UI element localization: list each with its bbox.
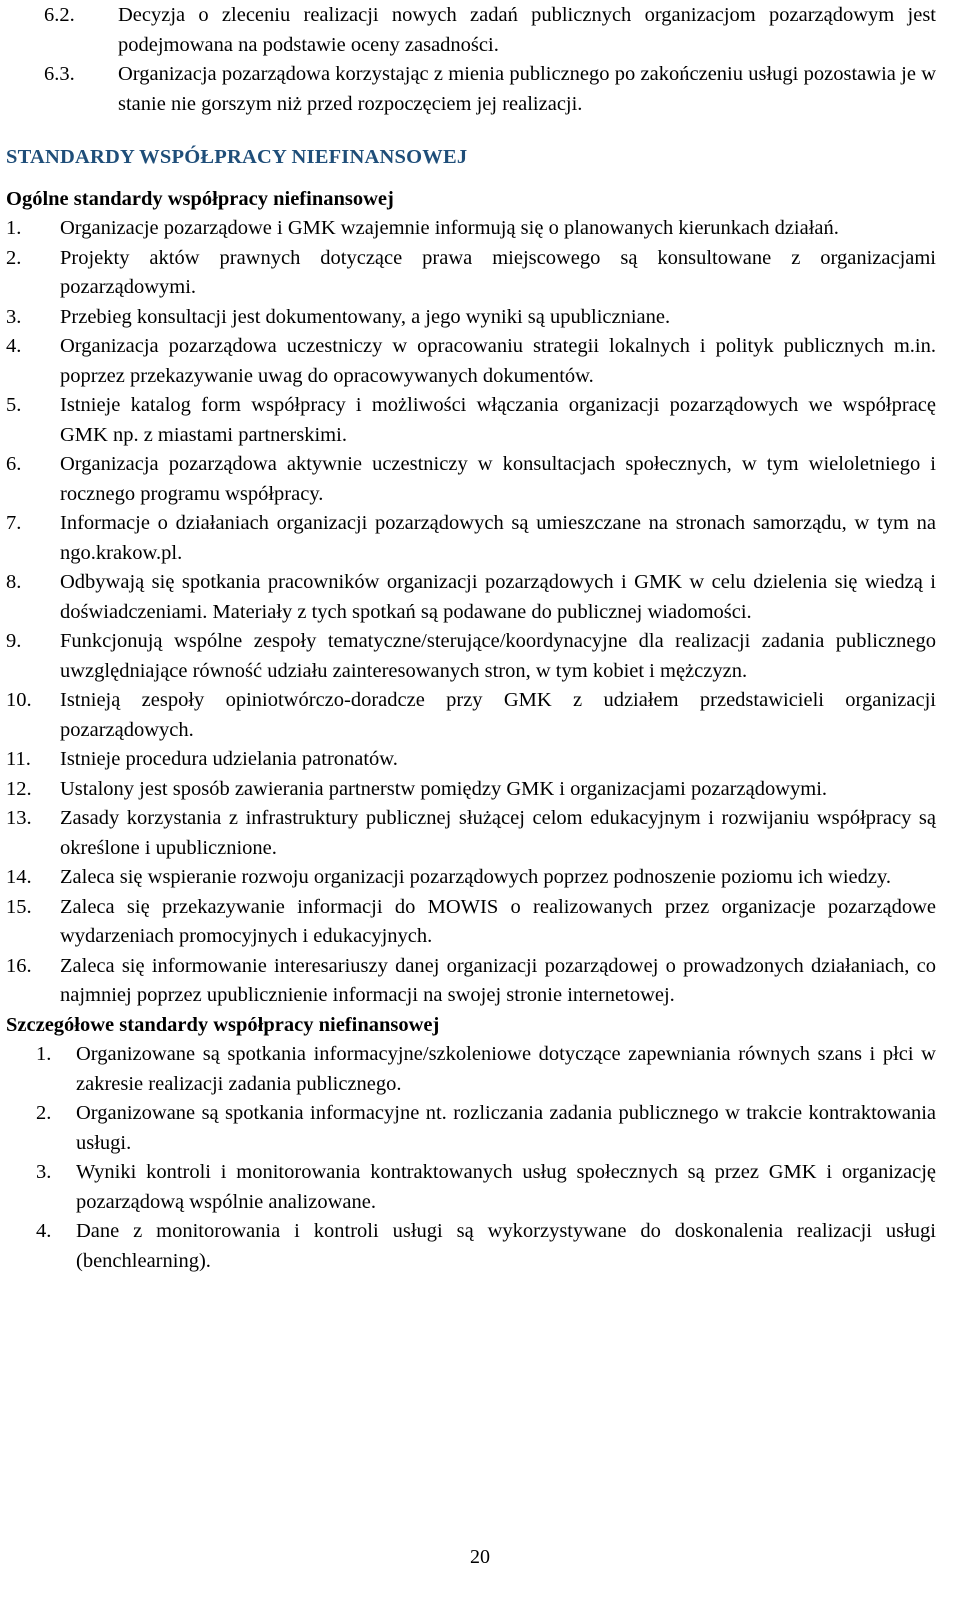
page-number: 20 xyxy=(470,1546,490,1568)
list-item xyxy=(6,1040,936,1099)
list-item-number: 14. xyxy=(6,866,32,888)
list-item xyxy=(6,1099,936,1158)
list-item-number: 3. xyxy=(36,1161,52,1183)
list-item-text: Istnieje katalog form współpracy i możliwości włączania organizacji pozarządowych we współpracę GMK np. z miastami partnerskimi. xyxy=(60,394,936,446)
list-item xyxy=(6,952,936,1011)
detailed-standards-heading: Szczegółowe standardy współpracy niefinansowej xyxy=(6,1013,440,1036)
detailed-standards-list xyxy=(6,1040,936,1276)
list-item-text: Zaleca się przekazywanie informacji do MOWIS o realizowanych przez organizacje pozarządowe wydarzeniach promocyjnych i edukacyjnych. xyxy=(60,895,936,947)
list-item-number: 6. xyxy=(6,453,22,475)
list-item-number: 3. xyxy=(6,305,22,328)
intro-list xyxy=(6,1,936,119)
list-item-number: 4. xyxy=(6,335,22,357)
list-item-text: Organizowane są spotkania informacyjne/szkoleniowe dotyczące zapewniania równych szans i płci w zakresie realizacji zadania publicznego. xyxy=(76,1043,936,1095)
list-item-number: 1. xyxy=(6,217,22,239)
list-item xyxy=(6,568,936,627)
list-item xyxy=(6,686,936,745)
list-item-text: Informacje o działaniach organizacji pozarządowych są umieszczane na stronach samorządu, w tym na ngo.krakow.pl. xyxy=(60,512,936,564)
list-item xyxy=(6,627,936,686)
list-item-text: Organizowane są spotkania informacyjne nt. rozliczania zadania publicznego w trakcie kontraktowania usługi. xyxy=(76,1102,936,1154)
list-item-number: 2. xyxy=(6,246,22,269)
list-item-text: Przebieg konsultacji jest dokumentowany, a jego wyniki są upubliczniane. xyxy=(60,305,671,328)
list-item-text: Zaleca się wspieranie rozwoju organizacji pozarządowych poprzez podnoszenie poziomu ich wiedzy. xyxy=(60,866,892,888)
list-item xyxy=(6,244,936,303)
list-item-text: Istnieje procedura udzielania patronatów. xyxy=(60,748,398,770)
list-item-number: 13. xyxy=(6,807,32,829)
list-item-text: Organizacje pozarządowe i GMK wzajemnie informują się o planowanych kierunkach działań. xyxy=(60,217,839,239)
list-item xyxy=(6,804,936,863)
list-item-text: Funkcjonują wspólne zespoły tematyczne/sterujące/koordynacyjne dla realizacji zadania publicznego uwzględniające równość udziału zainteresowanych stron, w tym kobiet i mężczyzn. xyxy=(60,630,936,682)
list-item xyxy=(6,303,936,333)
list-item xyxy=(6,1217,936,1276)
list-item-text: Dane z monitorowania i kontroli usługi są wykorzystywane do doskonalenia realizacji usługi (benchlearning). xyxy=(76,1220,936,1272)
list-item-number: 1. xyxy=(36,1043,52,1065)
list-item-number: 2. xyxy=(36,1102,52,1124)
list-item-text: Istnieją zespoły opiniotwórczo-doradcze przy GMK z udziałem przedstawicieli organizacji pozarządowych. xyxy=(60,689,936,741)
list-item-number: 12. xyxy=(6,777,32,800)
list-item xyxy=(6,1,936,60)
list-item-text: Zaleca się informowanie interesariuszy danej organizacji pozarządowej o prowadzonych działaniach, co najmniej poprzez upublicznienie informacji na swojej stronie internetowej. xyxy=(60,954,936,1006)
list-item-number: 6.3. xyxy=(44,63,75,85)
list-item-number: 15. xyxy=(6,895,32,918)
list-item-number: 10. xyxy=(6,689,32,711)
list-item-text: Organizacja pozarządowa korzystając z mienia publicznego po zakończeniu usługi pozostawia je w stanie nie gorszym niż przed rozpoczęciem jej realizacji. xyxy=(118,63,936,115)
list-item xyxy=(6,863,936,893)
list-item xyxy=(6,60,936,119)
list-item xyxy=(6,509,936,568)
list-item xyxy=(6,214,936,244)
list-item-text: Projekty aktów prawnych dotyczące prawa miejscowego są konsultowane z organizacjami pozarządowymi. xyxy=(60,246,936,298)
list-item-number: 6.2. xyxy=(44,4,75,26)
page-content xyxy=(6,1,936,1276)
list-item xyxy=(6,745,936,775)
list-item xyxy=(6,391,936,450)
list-item-number: 9. xyxy=(6,630,22,652)
general-standards-heading: Ogólne standardy współpracy niefinansowej xyxy=(6,187,394,210)
list-item-number: 8. xyxy=(6,571,22,593)
list-item-number: 16. xyxy=(6,954,32,977)
list-item-number: 5. xyxy=(6,394,22,416)
list-item xyxy=(6,893,936,952)
list-item-text: Ustalony jest sposób zawierania partnerstw pomiędzy GMK i organizacjami pozarządowymi. xyxy=(60,777,828,800)
list-item xyxy=(6,1158,936,1217)
list-item-text: Zasady korzystania z infrastruktury publicznej służącej celom edukacyjnym i rozwijaniu współpracy są określone i upublicznione. xyxy=(60,807,936,859)
list-item-text: Decyzja o zleceniu realizacji nowych zadań publicznych organizacjom pozarządowym jest podejmowana na podstawie oceny zasadności. xyxy=(118,4,936,56)
list-item xyxy=(6,775,936,805)
list-item xyxy=(6,450,936,509)
list-item-number: 7. xyxy=(6,512,22,534)
section-title: STANDARDY WSPÓŁPRACY NIEFINANSOWEJ xyxy=(6,146,468,168)
general-standards-list xyxy=(6,214,936,1011)
list-item-text: Wyniki kontroli i monitorowania kontraktowanych usług społecznych są przez GMK i organizację pozarządową wspólnie analizowane. xyxy=(76,1161,936,1213)
list-item-text: Organizacja pozarządowa aktywnie uczestniczy w konsultacjach społecznych, w tym wieloletniego i rocznego programu współpracy. xyxy=(60,453,936,505)
list-item xyxy=(6,332,936,391)
list-item-text: Organizacja pozarządowa uczestniczy w opracowaniu strategii lokalnych i polityk publicznych m.in. poprzez przekazywanie uwag do opracowywanych dokumentów. xyxy=(60,335,936,387)
list-item-number: 4. xyxy=(36,1220,52,1242)
list-item-number: 11. xyxy=(6,748,31,770)
list-item-text: Odbywają się spotkania pracowników organizacji pozarządowych i GMK w celu dzielenia się wiedzą i doświadczeniami. Materiały z tych spotkań są podawane do publicznej wiadomości. xyxy=(60,571,936,623)
